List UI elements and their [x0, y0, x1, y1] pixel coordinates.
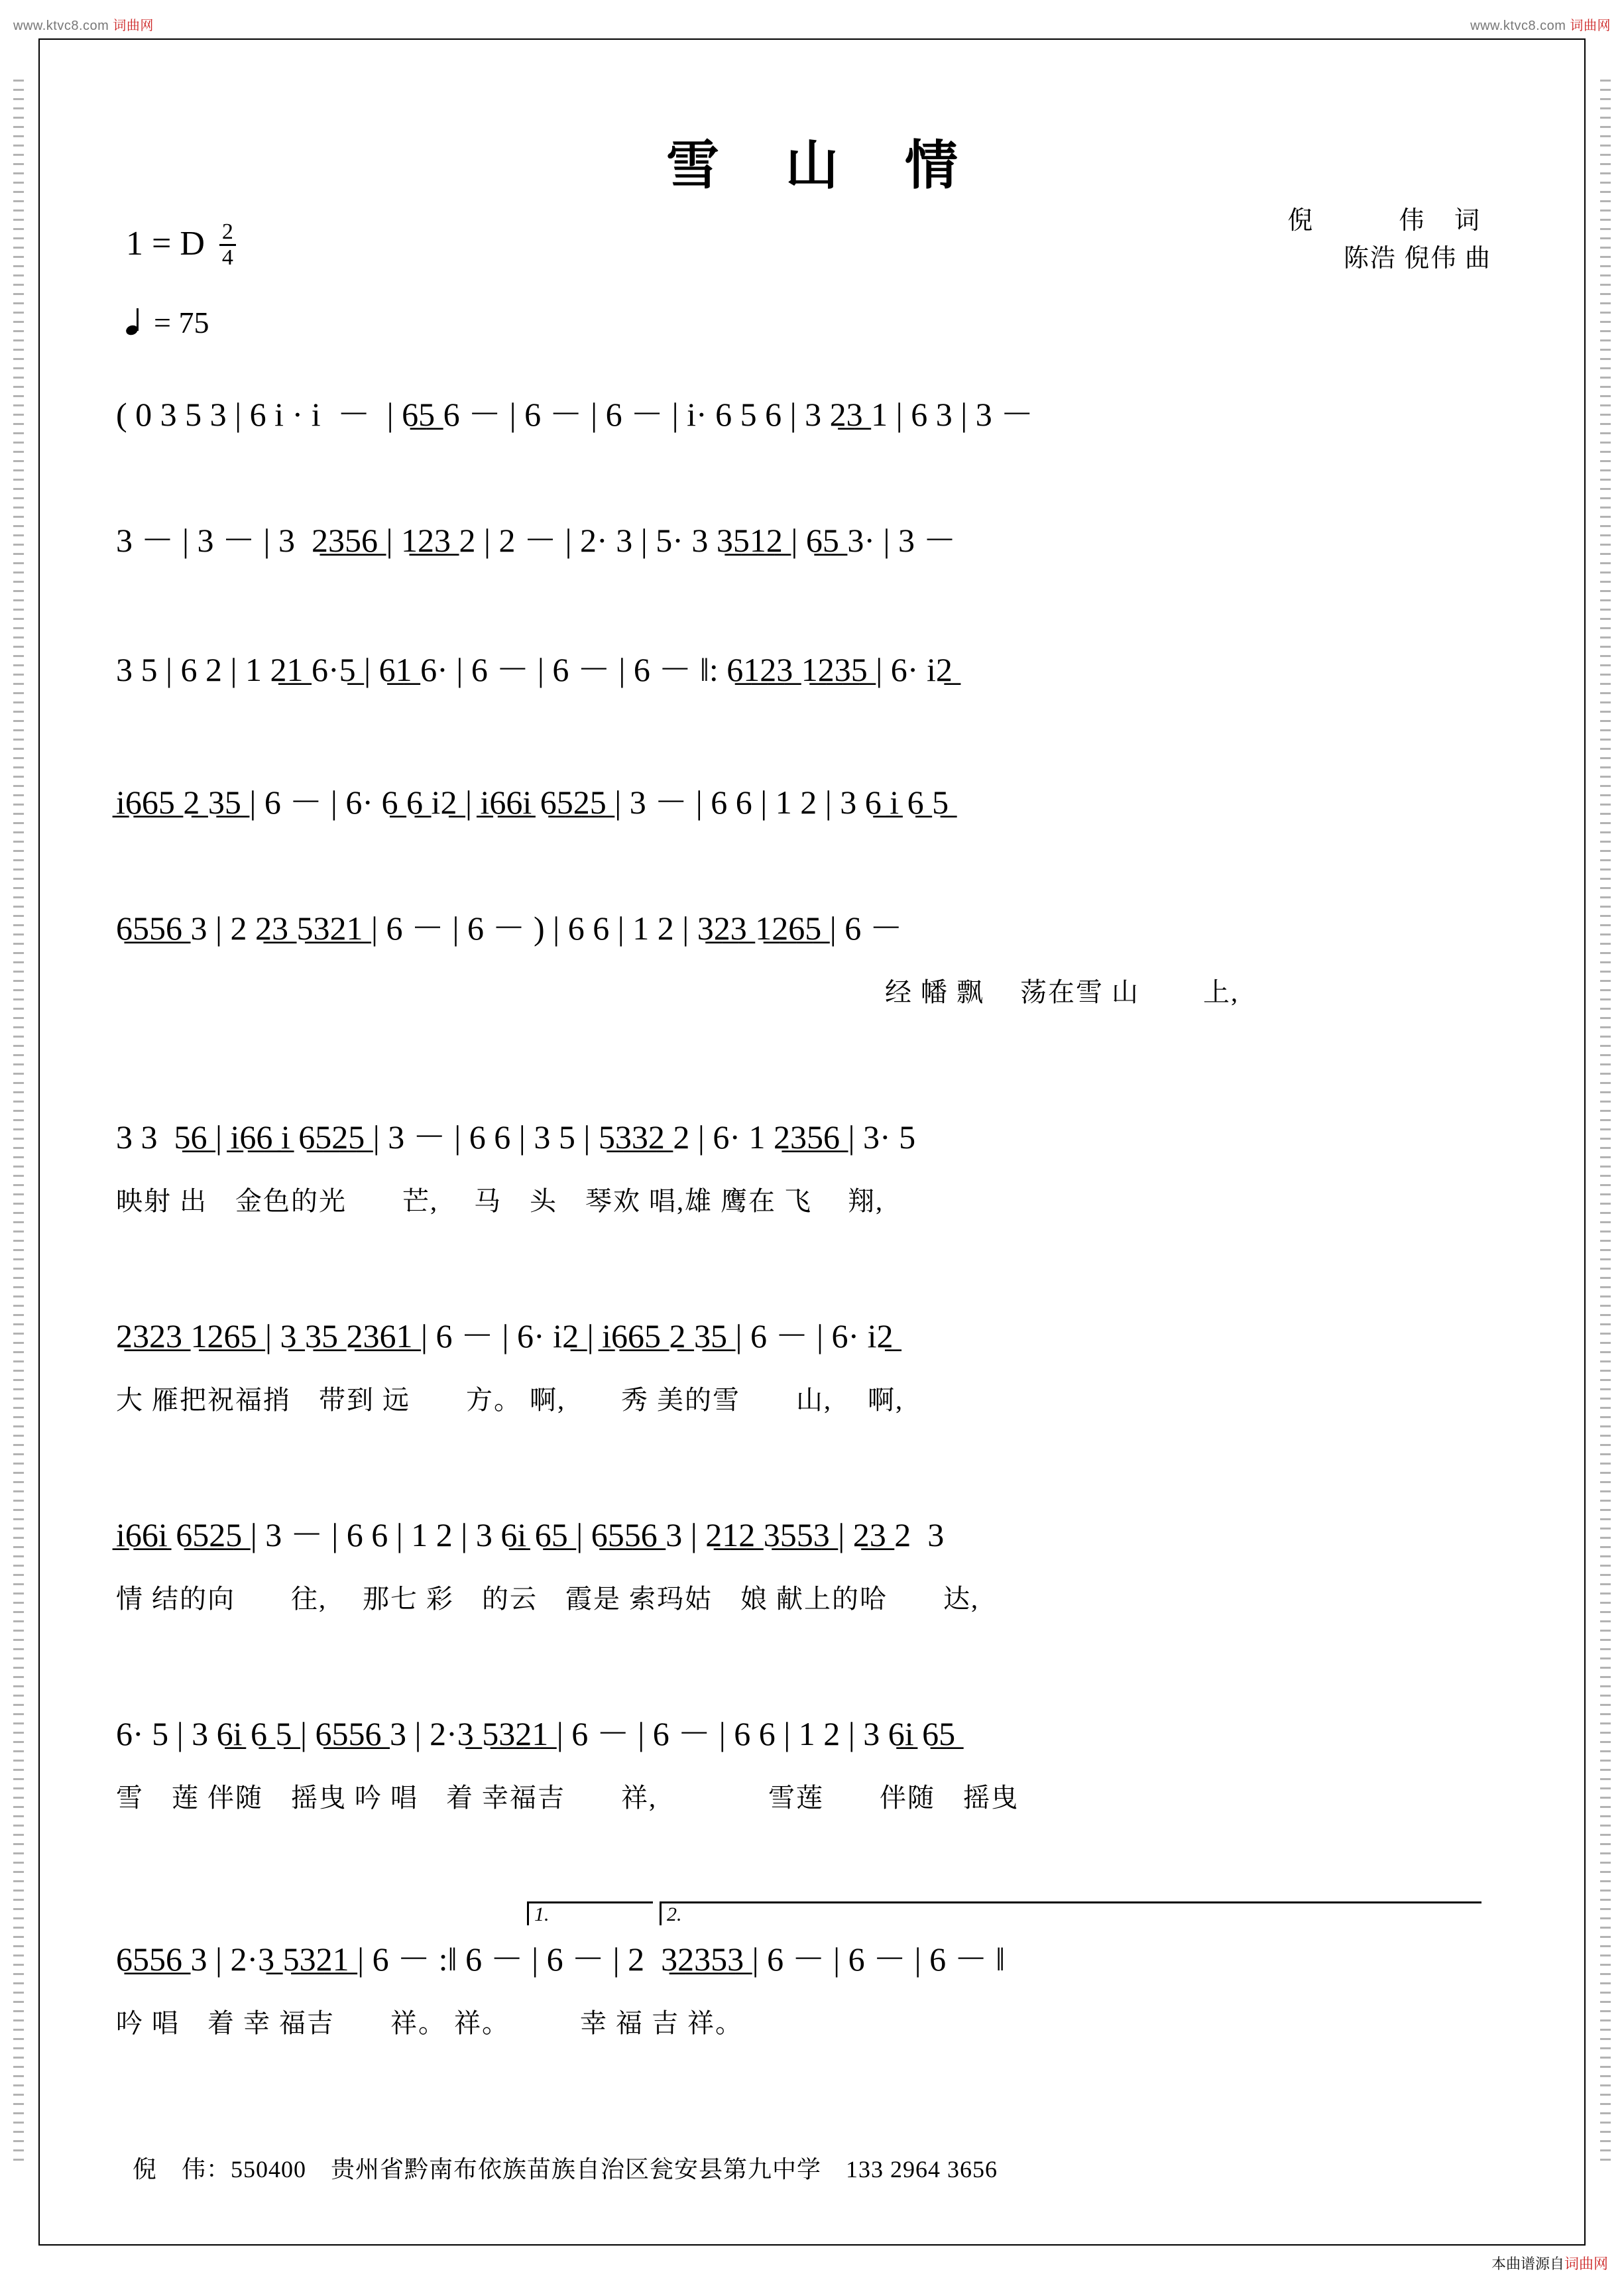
composer-credit: 陈浩 倪伟 曲 [1343, 245, 1491, 272]
key-signature [126, 219, 236, 268]
score-line-10 [116, 1903, 1508, 2040]
quarter-note-icon [126, 310, 150, 336]
tempo-marking [126, 305, 209, 340]
watermark-bottom-text: 本曲谱源自 [1491, 2255, 1564, 2272]
time-signature-denominator: 4 [221, 245, 233, 270]
watermark-bottom-cn: 词曲网 [1564, 2255, 1608, 2272]
notes-line-1: ( 0 3 5 3 | 6 i · i － | 6̲5̲ 6 － | 6 － | 6 － | i· 6 5 6 | 3 2̲3̲ 1 | 6 3 | 3 － [116, 396, 1034, 433]
notes-line-3: 3 5 | 6 2 | 1 2̲1̲ 6·5̲ | 6̲1̲ 6· | 6 － | 6 － | 6 － ‖: 6̲1̲2̲3̲ 1̲2̲3̲5̲ | 6· i2̲ [116, 651, 953, 688]
notes-line-6: 3 3 5̲6̲ | i̲6̲6̲ i̲ 6̲5̲2̲5̲ | 3 － | 6 6 | 3 5 | 5̲3̲3̲2̲ 2 | 6· 1 2̲3̲5̲6̲ | 3· 5 [116, 1118, 916, 1156]
lyrics-line-5: 经 幡 飘 荡在雪 山 上, [885, 977, 1239, 1007]
notes-line-9: 6· 5 | 3 6̲i̲ 6̲ 5̲ | 6̲5̲5̲6̲ 3 | 2·3̲ 5̲3̲2̲1̲ | 6 － | 6 － | 6 6 | 1 2 | 3 6̲i̲ 6̲5̲ [116, 1715, 956, 1752]
watermark-bottom-right [1489, 2252, 1611, 2275]
lyrics-line-10: 吟 唱 着 幸 福吉 祥。 祥。 幸 福 吉 祥。 [116, 2008, 743, 2038]
watermark-cn-right: 词曲网 [1570, 19, 1611, 33]
watermark-cn-left: 词曲网 [113, 19, 154, 33]
lyrics-line-8: 情 结的向 往, 那七 彩 的云 霞是 索玛姑 娘 献上的哈 达, [116, 1584, 979, 1614]
notes-line-4: i̲6̲6̲5̲ 2̲ 3̲5̲ | 6 － | 6· 6̲ 6̲ i2̲ | i̲6̲6̲i̲ 6̲5̲2̲5̲ | 3 － | 6 6 | 1 2 | 3 6̲ i̲ 6̲ 5̲ [116, 784, 949, 821]
lyricist-credit: 倪 伟 词 [1287, 207, 1491, 235]
notes-line-7: 2̲3̲2̲3̲ 1̲2̲6̲5̲ | 3̲ 3̲5̲ 2̲3̲6̲1̲ | 6 － | 6· i2̲ | i̲6̲6̲5̲ 2̲ 3̲5̲ | 6 － | 6· i2̲ [116, 1317, 894, 1354]
watermark-top-left [13, 15, 154, 34]
tempo-label: = 75 [154, 306, 209, 339]
score-line-8 [116, 1518, 1508, 1616]
footer-contact: 倪 伟：550400 贵州省黔南布依族苗族自治区瓮安县第九中学 133 2964 3656 [133, 2156, 998, 2183]
lyrics-line-7: 大 雁把祝福捎 带到 远 方。 啊, 秀 美的雪 山, 啊, [116, 1385, 903, 1415]
ending-bracket-1: 1. [527, 1901, 653, 1925]
score-line-4 [116, 786, 1508, 843]
lyrics-line-9: 雪 莲 伴随 摇曳 吟 唱 着 幸福吉 祥, 雪莲 伴随 摇曳 [116, 1783, 1019, 1813]
ending-bracket-2: 2. [660, 1901, 1481, 1925]
watermark-top-right [1470, 15, 1611, 34]
notes-line-2: 3 － | 3 － | 3 2̲3̲5̲6̲ | 1̲2̲3̲ 2 | 2 － | 2· 3 | 5· 3 3̲5̲1̲2̲ | 6̲5̲ 3· | 3 － [116, 522, 957, 559]
page-title: 雪 山 情 [666, 137, 984, 196]
score-line-1 [116, 398, 1508, 455]
watermark-site-left: www.ktvc8.com [13, 19, 109, 33]
score-line-7 [116, 1319, 1508, 1417]
credits-block [1287, 202, 1491, 278]
notes-line-8: i̲6̲6̲i̲ 6̲5̲2̲5̲ | 3 － | 6 6 | 1 2 | 3 6̲i̲ 6̲5̲ | 6̲5̲5̲6̲ 3 | 2̲1̲2̲ 3̲5̲5̲3̲ | 2̲3̲ 2 3 [116, 1516, 945, 1553]
watermark-site-right: www.ktvc8.com [1470, 19, 1566, 33]
right-edge-ruler [1600, 80, 1611, 2161]
score-line-2 [116, 524, 1508, 581]
score-line-5 [116, 912, 1508, 1009]
time-signature-numerator: 2 [219, 220, 236, 246]
lyrics-line-6: 映射 出 金色的光 芒, 马 头 琴欢 唱,雄 鹰在 飞 翔, [116, 1186, 884, 1216]
score-line-3 [116, 653, 1508, 710]
left-edge-ruler [13, 80, 24, 2161]
key-label: 1 = D [126, 224, 205, 263]
score-line-6 [116, 1120, 1508, 1218]
notes-line-10: 6̲5̲5̲6̲ 3 | 2·3̲ 5̲3̲2̲1̲ | 6 － :‖ 6 － | 6 － | 2 3̲2̲3̲5̲3̲ | 6 － | 6 － | 6 － ‖ [116, 1941, 1006, 1978]
time-signature [219, 220, 236, 269]
score-line-9 [116, 1717, 1508, 1815]
notes-line-5: 6̲5̲5̲6̲ 3 | 2 2̲3̲ 5̲3̲2̲1̲ | 6 － | 6 － ) | 6 6 | 1 2 | 3̲2̲3̲ 1̲2̲6̲5̲ | 6 － [116, 910, 903, 947]
